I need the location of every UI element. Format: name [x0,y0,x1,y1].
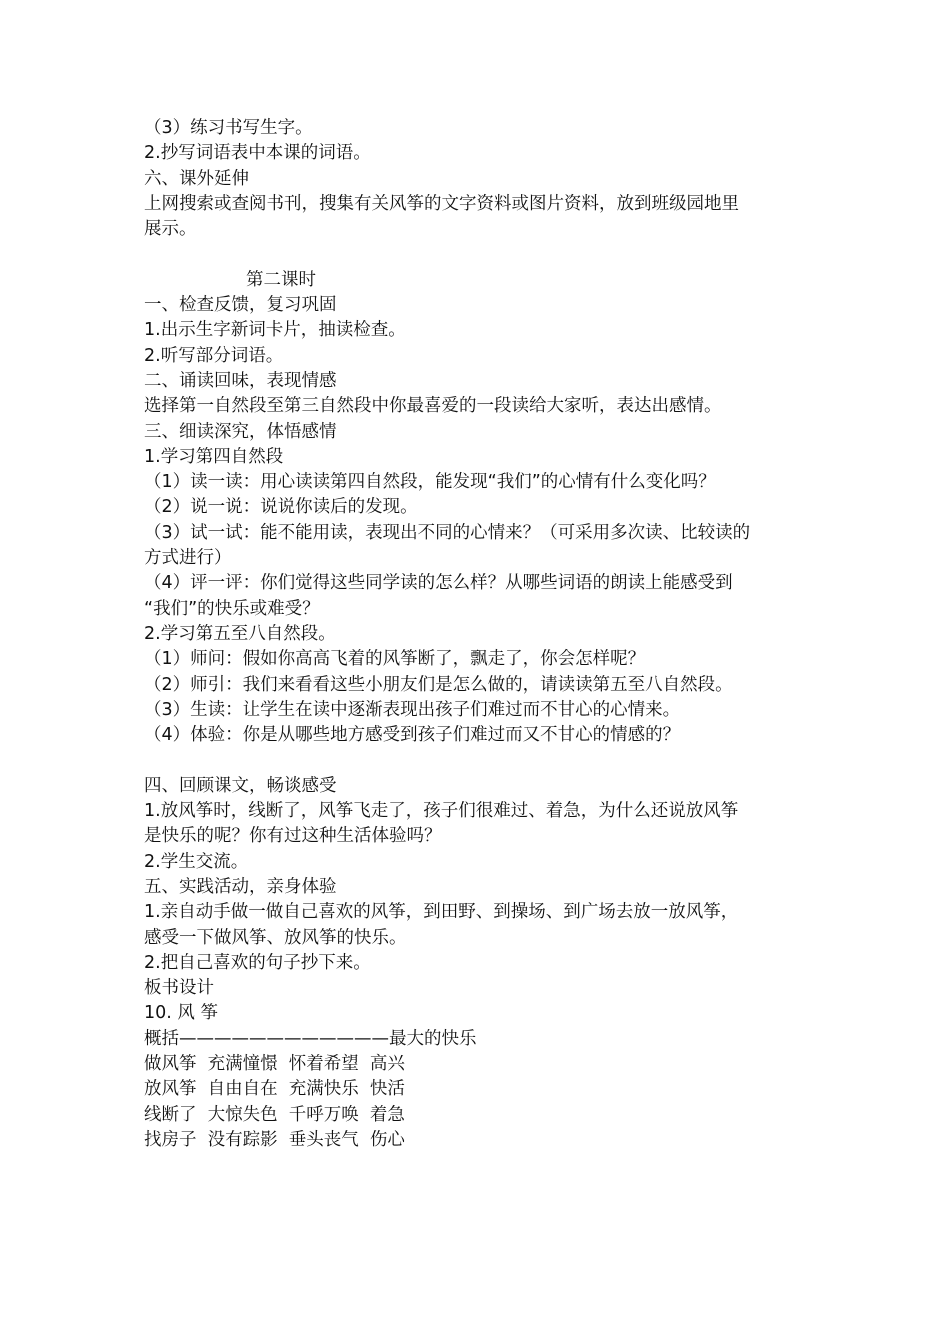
text-line: 2.抄写词语表中本课的词语。 [144,143,371,164]
blank-line [144,748,814,773]
text-line: 展示。 [144,219,197,240]
board-title: 10. 风 筝 [144,1003,218,1024]
text-line: （1）师问：假如你高高飞着的风筝断了，飘走了，你会怎样呢？ [144,649,646,670]
board-row: 放风筝 自由自在 充满快乐 快活 [144,1079,405,1100]
text-line: 1.亲自动手做一做自己喜欢的风筝，到田野、到操场、到广场去放一放风筝， [144,902,739,923]
text-line: （3）试一试：能不能用读，表现出不同的心情来？（可采用多次读、比较读的 [144,522,751,543]
board-row: 线断了 大惊失色 千呼万唤 着急 [144,1104,405,1125]
text-line: 1.学习第四自然段 [144,446,284,467]
blank-line [144,242,814,267]
text-line: （3）练习书写生字。 [144,118,313,138]
lesson-title: 第二课时 [246,269,316,290]
board-row: 找房子 没有踪影 垂头丧气 伤心 [144,1129,405,1150]
text-line: 上网搜索或查阅书刊，搜集有关风筝的文字资料或图片资料，放到班级园地里 [144,193,739,214]
section-heading: 二、诵读回味，表现情感 [144,370,337,391]
text-line: “我们”的快乐或难受？ [144,598,320,619]
text-line: （4）评一评：你们觉得这些同学读的怎么样？从哪些词语的朗读上能感受到 [144,573,733,594]
board-row: 做风筝 充满憧憬 怀着希望 高兴 [144,1053,405,1074]
section-heading: 四、回顾课文，畅谈感受 [144,775,337,796]
board-design-heading: 板书设计 [144,978,214,999]
document-page [144,116,814,1153]
text-line: （2）说一说：说说你读后的发现。 [144,497,418,518]
text-line: 方式进行） [144,548,232,569]
text-line: 1.放风筝时，线断了，风筝飞走了，孩子们很难过、着急，为什么还说放风筝 [144,801,739,822]
text-line: （1）读一读：用心读读第四自然段，能发现“我们”的心情有什么变化吗？ [144,472,716,493]
text-line: （4）体验：你是从哪些地方感受到孩子们难过而又不甘心的情感的？ [144,725,681,746]
text-line: 2.听写部分词语。 [144,345,284,366]
text-line: 2.学生交流。 [144,851,249,872]
section-heading: 五、实践活动，亲身体验 [144,876,337,897]
section-heading: 三、细读深究，体悟感情 [144,421,337,442]
text-line: 是快乐的呢？你有过这种生活体验吗？ [144,826,442,847]
text-line: 2.把自己喜欢的句子抄下来。 [144,952,371,973]
text-line: （3）生读：让学生在读中逐渐表现出孩子们难过而不甘心的心情来。 [144,699,681,720]
text-line: 2.学习第五至八自然段。 [144,623,336,644]
section-heading: 六、课外延伸 [144,168,249,189]
text-line: 选择第一自然段至第三自然段中你最喜爱的一段读给大家听，表达出感情。 [144,396,722,417]
board-summary-line: 概括————————————最大的快乐 [144,1028,477,1049]
text-line: 感受一下做风筝、放风筝的快乐。 [144,927,407,948]
section-heading: 一、检查反馈，复习巩固 [144,295,337,316]
text-line: （2）师引：我们来看看这些小朋友们是怎么做的，请读读第五至八自然段。 [144,674,733,695]
text-line: 1.出示生字新词卡片，抽读检查。 [144,320,406,341]
